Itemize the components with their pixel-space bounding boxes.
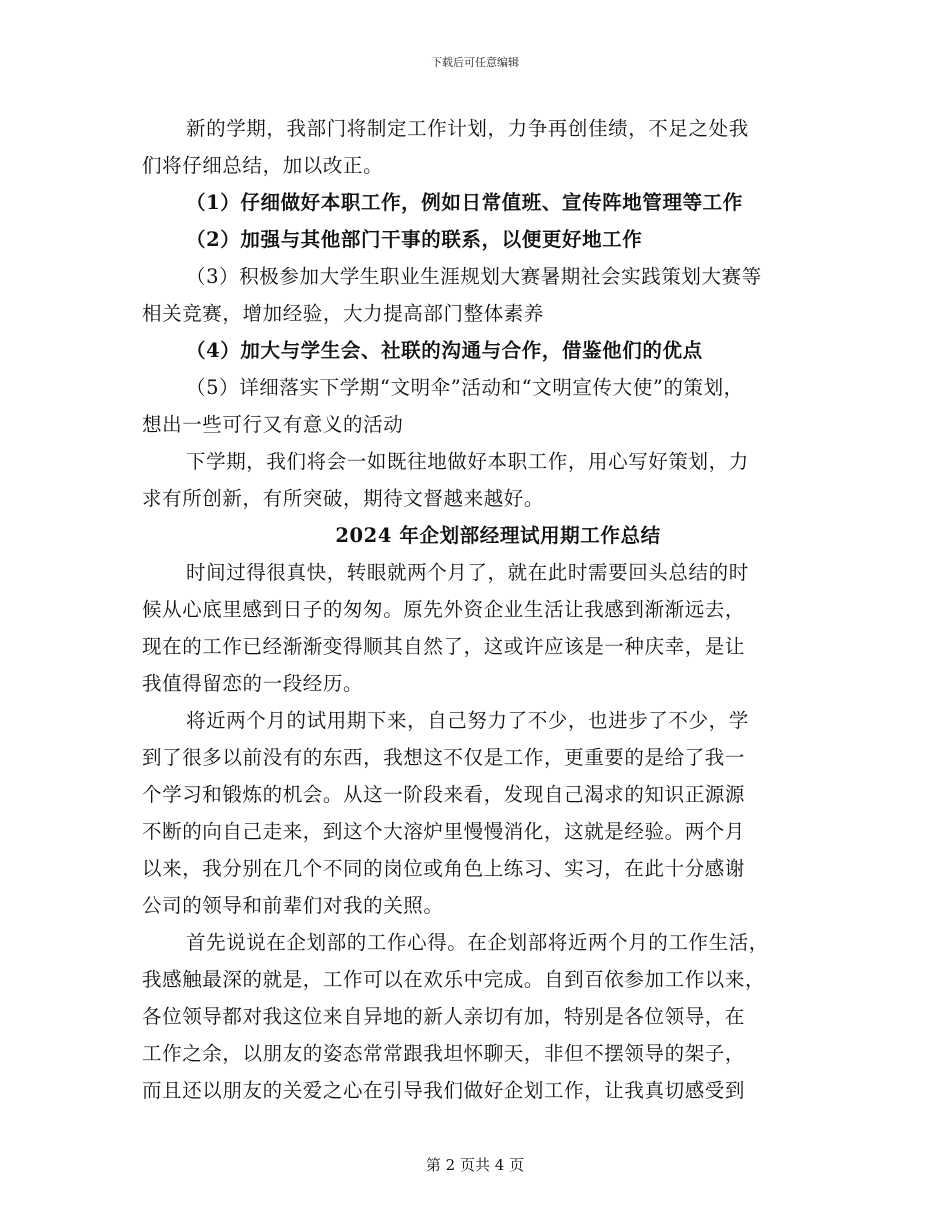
paragraph-2-line-3: 个学习和锻炼的机会。从这一阶段来看，发现自己渴求的知识正源源	[142, 783, 746, 806]
paragraph-1-line-4: 我值得留恋的一段经历。	[142, 672, 364, 695]
text-line-2: 们将仔细总结，加以改正。	[142, 154, 384, 177]
paragraph-3-line-4: 工作之余，以朋友的姿态常常跟我坦怀聊天，非但不摆领导的架子，	[142, 1042, 746, 1065]
paragraph-3-line-5: 而且还以朋友的关爱之心在引导我们做好企划工作，让我真切感受到	[142, 1079, 746, 1102]
paragraph-3-line-1: 首先说说在企划部的工作心得。在企划部将近两个月的工作生活，	[186, 931, 769, 954]
paragraph-1-line-1: 时间过得很真快，转眼就两个月了，就在此时需要回头总结的时	[186, 561, 749, 584]
list-item-1: （1）仔细做好本职工作，例如日常值班、宣传阵地管理等工作	[186, 191, 743, 214]
list-item-5-cont: 想出一些可行又有意义的活动	[142, 413, 404, 436]
paragraph-2-line-5: 以来，我分别在几个不同的岗位或角色上练习、实习，在此十分感谢	[142, 857, 746, 880]
paragraph-3-line-3: 各位领导都对我这位来自异地的新人亲切有加，特别是各位领导，在	[142, 1005, 746, 1028]
list-item-5: （5）详细落实下学期“文明伞”活动和“文明宣传大使”的策划，	[186, 376, 744, 399]
paragraph-1-line-2: 候从心底里感到日子的匆匆。原先外资企业生活让我感到渐渐远去，	[142, 598, 746, 621]
list-item-3-cont: 相关竞赛，增加经验，大力提高部门整体素养	[142, 302, 545, 325]
paragraph-2-line-2: 到了很多以前没有的东西，我想这不仅是工作，更重要的是给了我一	[142, 746, 746, 769]
document-body	[142, 110, 814, 1109]
paragraph-3-line-2: 我感触最深的就是，工作可以在欢乐中完成。自到百依参加工作以来，	[142, 968, 766, 991]
list-item-3: （3）积极参加大学生职业生涯规划大赛暑期社会实践策划大赛等	[186, 265, 762, 288]
text-line-closing: 下学期，我们将会一如既往地做好本职工作，用心写好策划，力	[186, 450, 749, 473]
paragraph-1-line-3: 现在的工作已经渐渐变得顺其自然了，这或许应该是一种庆幸，是让	[142, 635, 746, 658]
text-line-1: 新的学期，我部门将制定工作计划，力争再创佳绩，不足之处我	[186, 117, 749, 140]
section-title: 2024 年企划部经理试用期工作总结	[335, 524, 661, 547]
page-number: 第 2 页共 4 页	[425, 1156, 525, 1174]
paragraph-2-line-6: 公司的领导和前辈们对我的关照。	[142, 894, 444, 917]
text-line-closing-cont: 求有所创新，有所突破，期待文督越来越好。	[142, 487, 545, 510]
paragraph-2-line-4: 不断的向自己走来，到这个大溶炉里慢慢消化，这就是经验。两个月	[142, 820, 746, 843]
list-item-2: （2）加强与其他部门干事的联系，以便更好地工作	[186, 228, 643, 251]
page-header: 下载后可任意编辑	[431, 56, 519, 69]
paragraph-2-line-1: 将近两个月的试用期下来，自己努力了不少，也进步了不少，学	[186, 709, 749, 732]
list-item-4: （4）加大与学生会、社联的沟通与合作，借鉴他们的优点	[186, 339, 703, 362]
